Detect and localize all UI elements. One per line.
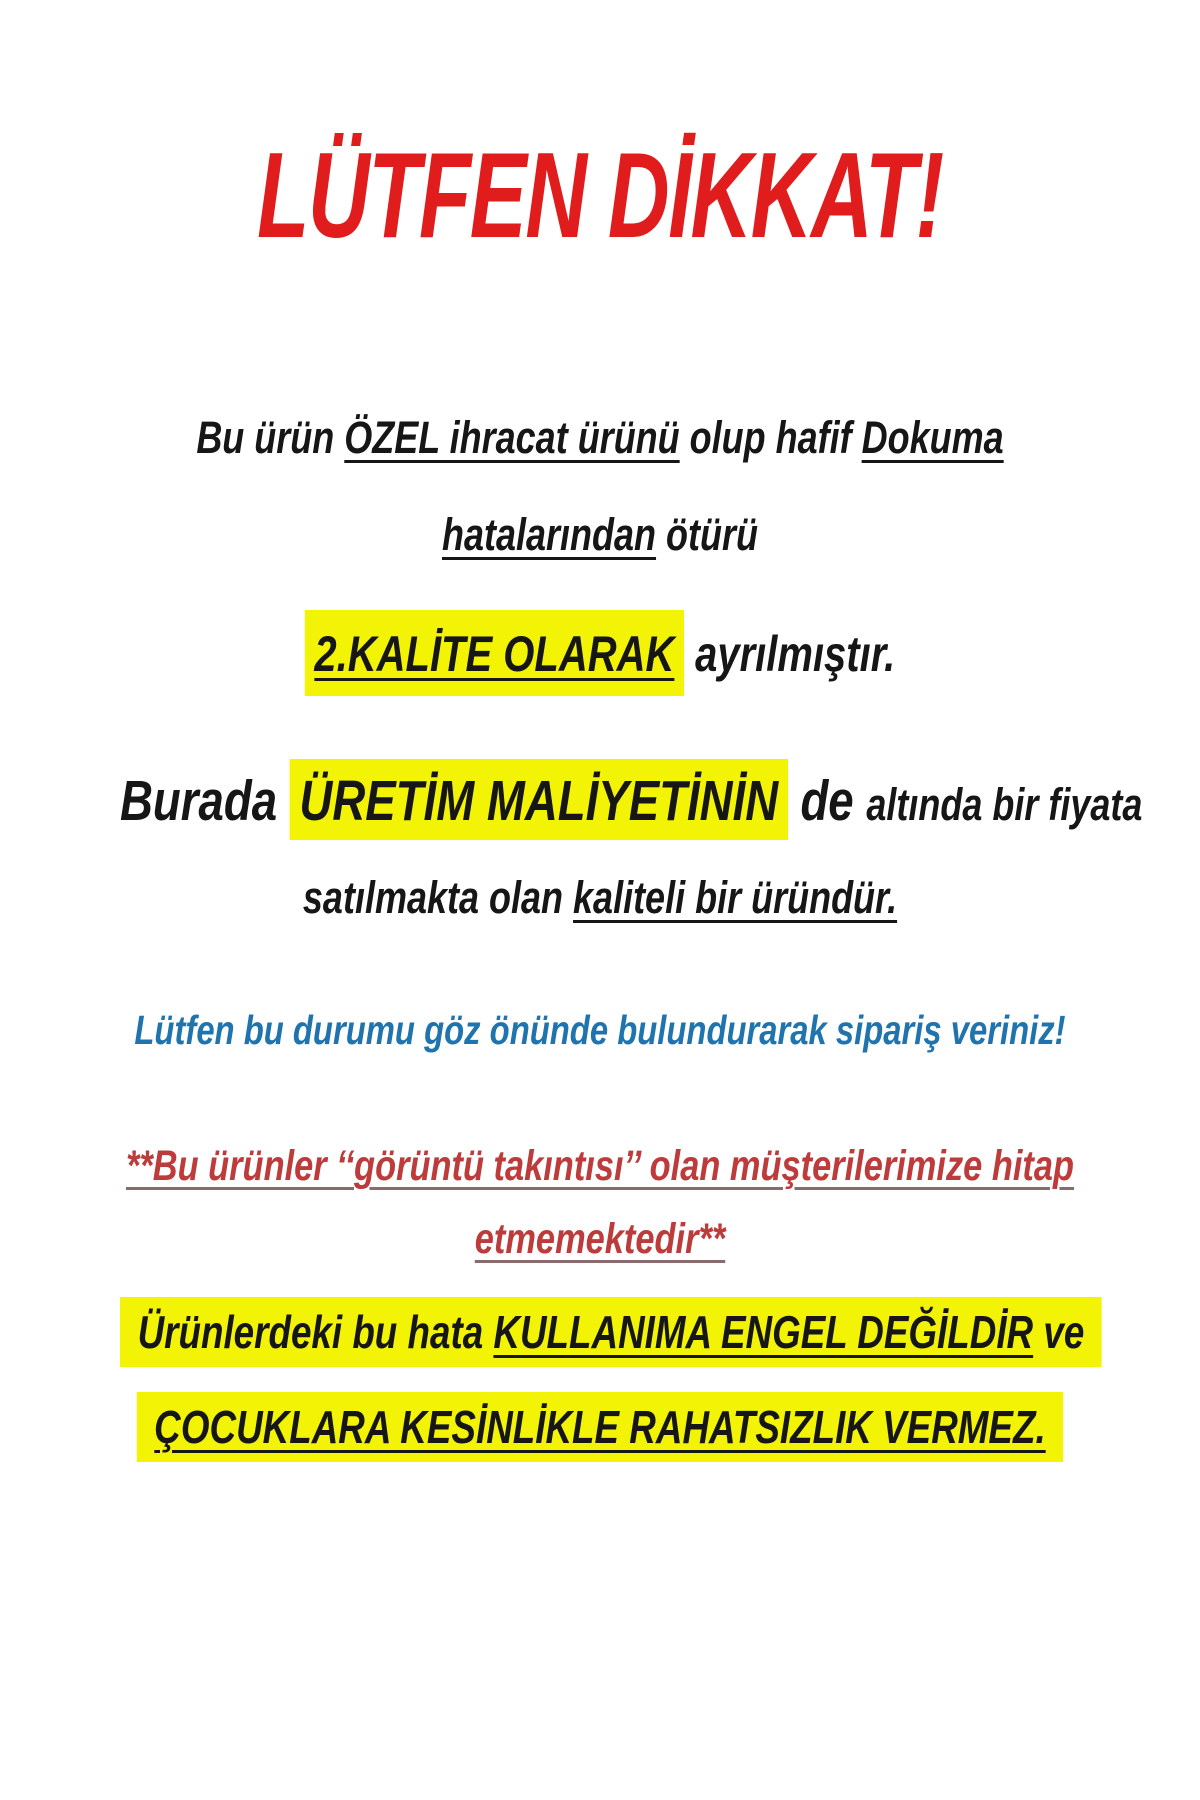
cost-text-altinda: altında bir fiyata	[866, 779, 1143, 830]
cost-line-1	[120, 769, 1143, 833]
cost-line-2	[120, 872, 1080, 923]
intro-underlined-dokuma: Dokuma	[861, 412, 1004, 463]
intro-line-1	[120, 412, 1080, 463]
red-notice-line-1	[120, 1142, 1080, 1190]
footer-text-urunlerdeki: Ürünlerdeki bu hata	[137, 1306, 494, 1358]
footer-underlined-kullanima: KULLANIMA ENGEL DEĞİLDİR	[493, 1306, 1034, 1358]
quality-rest: ayrılmıştır.	[683, 626, 896, 682]
red-notice-text-2: etmemektedir**	[474, 1215, 726, 1263]
footer-banner-1-highlight	[120, 1297, 1102, 1367]
footer-banner-2	[120, 1401, 1080, 1453]
quality-highlight: 2.KALİTE OLARAK	[305, 610, 684, 696]
intro-line-2	[120, 509, 1080, 560]
page-title: LÜTFEN DİKKAT!	[257, 127, 943, 263]
cost-text-de: de	[787, 769, 867, 833]
intro-text: Bu ürün	[196, 412, 345, 463]
intro-underlined-ozel: ÖZEL ihracat ürünü	[344, 412, 680, 463]
cost-underlined-kaliteli: kaliteli bir üründür.	[573, 872, 898, 923]
red-notice-line-2	[120, 1215, 1080, 1263]
intro-underlined-hatalarindan: hatalarından	[441, 509, 657, 560]
cost-text-burada: Burada	[120, 769, 290, 833]
cost-text-satilmakta: satılmakta olan	[302, 872, 574, 923]
footer-text-ve: ve	[1033, 1306, 1085, 1358]
cost-highlight-maliyet: ÜRETİM MALİYETİNİN	[290, 759, 788, 840]
footer-underlined-cocuklara: ÇOCUKLARA KESİNLİKLE RAHATSIZLIK VERMEZ.	[154, 1401, 1046, 1453]
quality-line	[120, 626, 1080, 682]
footer-banner-1	[120, 1306, 1085, 1358]
red-notice-text-1: **Bu ürünler ‘‘görüntü takıntısı’’ olan müşterilerimize hitap	[125, 1142, 1075, 1190]
footer-banner-2-highlight	[137, 1392, 1064, 1462]
blue-notice-line: Lütfen bu durumu göz önünde bulundurarak sipariş veriniz!	[134, 1007, 1066, 1053]
intro-text: ötürü	[656, 509, 759, 560]
intro-text: olup hafif	[679, 412, 862, 463]
